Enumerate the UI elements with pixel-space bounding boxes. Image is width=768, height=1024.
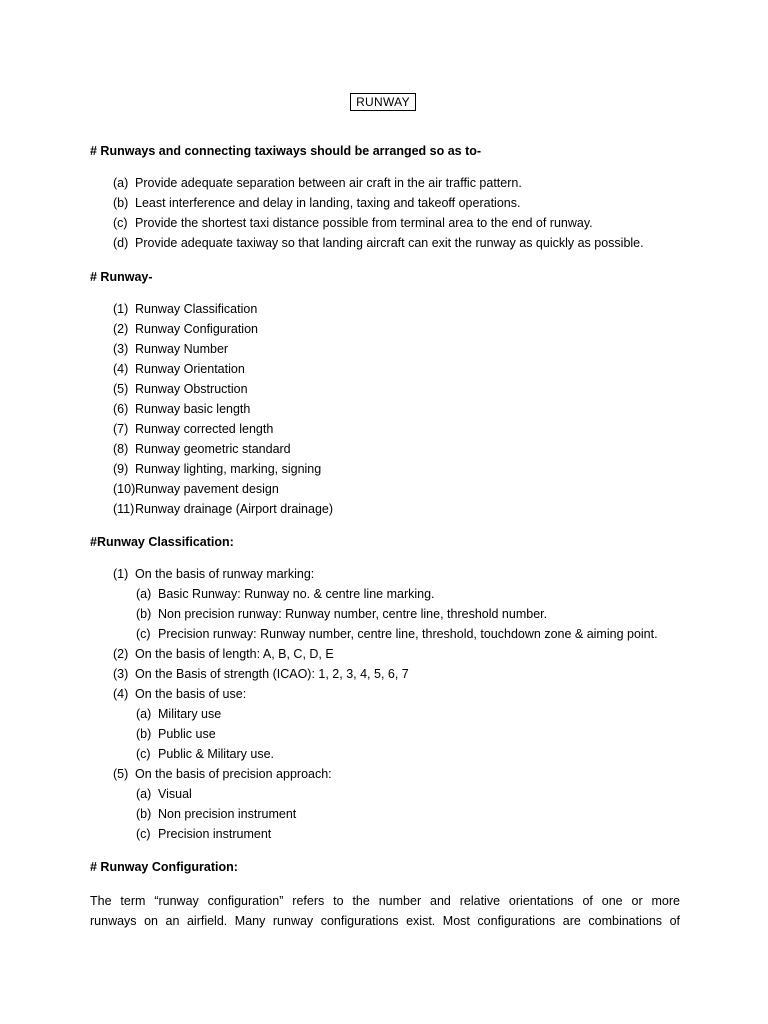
list-item-text: Runway Classification xyxy=(135,302,258,316)
list-item-text: Runway Obstruction xyxy=(135,382,248,396)
list-marker: (1) xyxy=(113,302,129,316)
list-marker: (4) xyxy=(113,362,129,376)
list-marker: (4) xyxy=(113,687,129,701)
list-marker: (c) xyxy=(136,747,151,761)
list-marker: (2) xyxy=(113,647,129,661)
list-item-text: Precision runway: Runway number, centre line, threshold, touchdown zone & aiming point. xyxy=(158,627,658,641)
list-item-text: Runway corrected length xyxy=(135,422,274,436)
list-marker: (a) xyxy=(136,587,152,601)
list-item-text: Public use xyxy=(158,727,216,741)
list-item-text: Basic Runway: Runway no. & centre line marking. xyxy=(158,587,435,601)
list-item-text: Visual xyxy=(158,787,192,801)
list-item-text: Runway Orientation xyxy=(135,362,245,376)
list-marker: (3) xyxy=(113,342,129,356)
list-item-text: On the basis of length: A, B, C, D, E xyxy=(135,647,334,661)
list-marker: (b) xyxy=(113,196,129,210)
list-marker: (c) xyxy=(113,216,128,230)
list-marker: (9) xyxy=(113,462,129,476)
list-item-text: Non precision instrument xyxy=(158,807,297,821)
list-item-text: Runway basic length xyxy=(135,402,251,416)
section-heading-runway: # Runway- xyxy=(90,270,153,284)
list-marker: (1) xyxy=(113,567,129,581)
list-item-text: On the basis of runway marking: xyxy=(135,567,315,581)
paragraph-line: runways on an airfield. Many runway configurations exist. Most configurations are combinations of xyxy=(90,914,680,928)
list-marker: (6) xyxy=(113,402,129,416)
list-marker: (7) xyxy=(113,422,129,436)
list-item-text: Military use xyxy=(158,707,222,721)
list-marker: (8) xyxy=(113,442,129,456)
section-heading-configuration: # Runway Configuration: xyxy=(90,860,238,874)
list-item-text: Public & Military use. xyxy=(158,747,275,761)
list-item-text: Runway geometric standard xyxy=(135,442,291,456)
list-item-text: Precision instrument xyxy=(158,827,272,841)
list-marker: (b) xyxy=(136,807,152,821)
list-item-text: On the Basis of strength (ICAO): 1, 2, 3, 4, 5, 6, 7 xyxy=(135,667,409,681)
section-heading-classification: #Runway Classification: xyxy=(90,535,234,549)
list-marker: (a) xyxy=(136,707,152,721)
list-item-text: Runway lighting, marking, signing xyxy=(135,462,322,476)
list-marker: (a) xyxy=(136,787,152,801)
list-item-text: On the basis of precision approach: xyxy=(135,767,332,781)
list-marker: (d) xyxy=(113,236,129,250)
list-item-text: Provide the shortest taxi distance possible from terminal area to the end of runway. xyxy=(135,216,593,230)
section-heading-arrangement: # Runways and connecting taxiways should be arranged so as to- xyxy=(90,144,482,158)
list-item-text: On the basis of use: xyxy=(135,687,247,701)
list-marker: (c) xyxy=(136,627,151,641)
list-marker: (3) xyxy=(113,667,129,681)
list-item-text: Runway pavement design xyxy=(135,482,279,496)
list-marker: (2) xyxy=(113,322,129,336)
list-marker: (5) xyxy=(113,382,129,396)
list-item-text: Runway Configuration xyxy=(135,322,258,336)
list-item-text: Provide adequate separation between air craft in the air traffic pattern. xyxy=(135,176,522,190)
paragraph-line: The term “runway configuration” refers to the number and relative orientations of one or more xyxy=(90,894,680,908)
page-title: RUNWAY xyxy=(350,93,416,111)
list-item-text: Runway Number xyxy=(135,342,229,356)
list-marker: (b) xyxy=(136,607,152,621)
list-marker: (c) xyxy=(136,827,151,841)
list-marker: (10) xyxy=(113,482,136,496)
list-item-text: Non precision runway: Runway number, centre line, threshold number. xyxy=(158,607,548,621)
list-marker: (b) xyxy=(136,727,152,741)
list-item-text: Provide adequate taxiway so that landing aircraft can exit the runway as quickly as possible. xyxy=(135,236,644,250)
list-marker: (a) xyxy=(113,176,129,190)
list-item-text: Least interference and delay in landing, taxing and takeoff operations. xyxy=(135,196,521,210)
list-marker: (5) xyxy=(113,767,129,781)
list-marker: (11) xyxy=(113,502,135,516)
list-item-text: Runway drainage (Airport drainage) xyxy=(135,502,334,516)
